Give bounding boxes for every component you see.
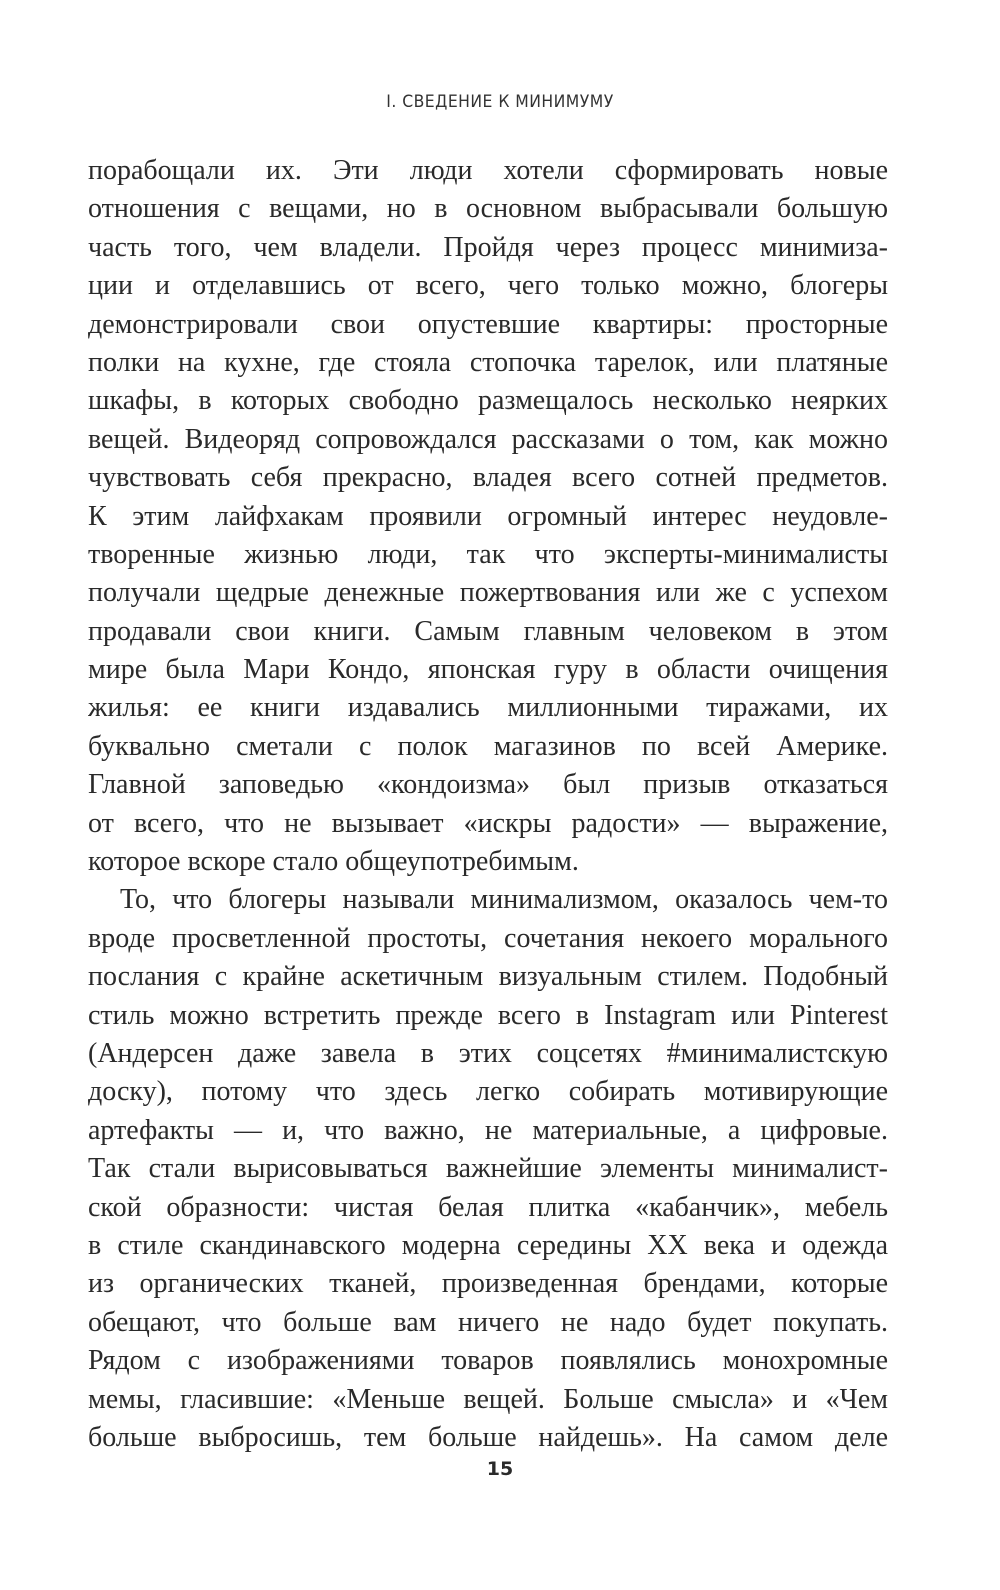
text-line: которое вскоре стало общеупотребимым. bbox=[88, 846, 579, 878]
text-line: То, что блогеры называли минимализмом, оказалось чем-то bbox=[120, 884, 888, 916]
text-line: продавали свои книги. Самым главным человеком в этом bbox=[88, 615, 888, 647]
text-line: доску), потому что здесь легко собирать мотивирующие bbox=[88, 1076, 888, 1108]
text-line: полки на кухне, где стояла стопочка тарелок, или платяные bbox=[88, 346, 888, 378]
text-line: от всего, что не вызывает «искры радости» — выражение, bbox=[88, 807, 888, 839]
text-line: Рядом с изображениями товаров появлялись монохромные bbox=[88, 1345, 888, 1377]
text-line: часть того, чем владели. Пройдя через процесс минимиза- bbox=[88, 231, 888, 263]
body-text bbox=[88, 152, 888, 1457]
text-line: Так стали вырисовываться важнейшие элементы минималист- bbox=[88, 1153, 888, 1185]
paragraph bbox=[88, 152, 888, 881]
text-line: артефакты — и, что важно, не материальные, а цифровые. bbox=[88, 1114, 888, 1146]
text-line: порабощали их. Эти люди хотели сформировать новые bbox=[88, 155, 888, 186]
paragraph bbox=[88, 881, 888, 1457]
text-line: буквально сметали с полок магазинов по всей Америке. bbox=[88, 730, 888, 762]
running-header: I. СВЕДЕНИЕ К МИНИМУМУ bbox=[386, 92, 614, 112]
text-line: отношения с вещами, но в основном выбрасывали большую bbox=[88, 193, 888, 225]
text-line: стиль можно встретить прежде всего в Instagram или Pinterest bbox=[88, 999, 888, 1031]
text-line: мемы, гласившие: «Меньше вещей. Больше смысла» и «Чем bbox=[88, 1383, 888, 1415]
text-line: вроде просветленной простоты, сочетания некоего морального bbox=[88, 922, 888, 954]
text-line: больше выбросишь, тем больше найдешь». На самом деле bbox=[88, 1421, 888, 1453]
page-number: 15 bbox=[486, 1458, 514, 1480]
text-line: послания с крайне аскетичным визуальным стилем. Подобный bbox=[88, 961, 888, 993]
text-line: мире была Мари Кондо, японская гуру в области очищения bbox=[88, 654, 888, 686]
text-line: ции и отделавшись от всего, чего только можно, блогеры bbox=[88, 270, 888, 302]
text-line: демонстрировали свои опустевшие квартиры: просторные bbox=[88, 308, 888, 340]
text-line: получали щедрые денежные пожертвования или же с успехом bbox=[88, 577, 888, 609]
text-line: чувствовать себя прекрасно, владея всего сотней предметов. bbox=[88, 462, 888, 494]
text-line: из органических тканей, произведенная брендами, которые bbox=[88, 1268, 888, 1300]
text-line: обещают, что больше вам ничего не надо будет покупать. bbox=[88, 1306, 888, 1338]
text-line: Главной заповедью «кондоизма» был призыв отказаться bbox=[88, 769, 888, 801]
text-line: вещей. Видеоряд сопровождался рассказами о том, как можно bbox=[88, 423, 888, 455]
text-line: творенные жизнью люди, так что эксперты-минималисты bbox=[88, 538, 888, 570]
text-line: ской образности: чистая белая плитка «кабанчик», мебель bbox=[88, 1191, 888, 1223]
text-line: шкафы, в которых свободно размещалось несколько неярких bbox=[88, 385, 888, 417]
text-line: жилья: ее книги издавались миллионными тиражами, их bbox=[88, 692, 888, 724]
text-line: (Андерсен даже завела в этих соцсетях #минималистскую bbox=[88, 1037, 888, 1069]
text-line: в стиле скандинавского модерна середины XX века и одежда bbox=[88, 1229, 888, 1261]
text-line: К этим лайфхакам проявили огромный интерес неудовле- bbox=[88, 500, 888, 532]
